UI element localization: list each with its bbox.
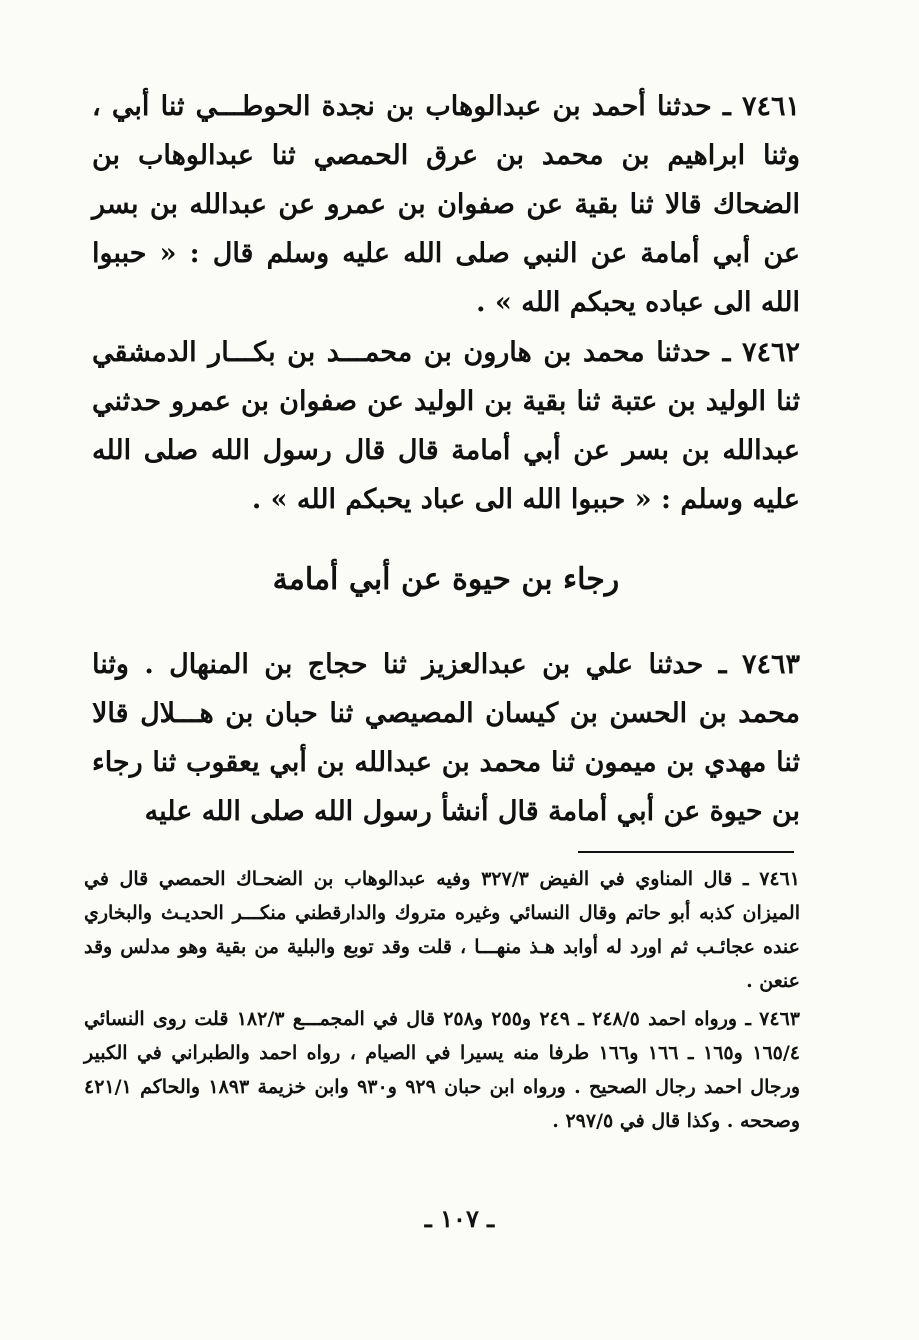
section-heading: رجاء بن حيوة عن أبي أمامة — [272, 562, 620, 597]
footnote-divider — [578, 851, 794, 853]
hadith-7463: ٧٤٦٣ ـ حدثنا علي بن عبدالعزيز ثنا حجاج بن المنهال . وثنا محمد بن الحسن بن كيسان المصيصي ثنا حبان بن هـــلال قالا ثنا مهدي بن ميمون ثنا محمد بن عبدالله بن أبي يعقوب ثنا رجاء بن حيوة عن أبي أمامة قال أنشأ رسول الله صلى الله عليه — [92, 649, 800, 827]
page-number: ـ ١٠٧ ـ — [424, 1204, 495, 1233]
hadith-7461: ٧٤٦١ ـ حدثنا أحمد بن عبدالوهاب بن نجدة الحوطـــي ثنا أبي ، وثنا ابراهيم بن محمد بن عرق الحمصي ثنا عبدالوهاب بن الضحاك قالا ثنا بقية عن صفوان بن عمرو عن عبدالله بن بسر عن أبي أمامة عن النبي صلى الله عليه وسلم قال : « حببوا الله الى عباده يحبكم الله » . — [92, 91, 800, 318]
footnote-7461: ٧٤٦١ ـ قال المناوي في الفيض ٣٢٧/٣ وفيه عبدالوهاب بن الضحـاك الحمصي قال في الميزان كذبه أبو حاتم وقال النسائي وغيره متروك والدارقطني منكـــر الحديـث والبخاري عنده عجائـب ثم اورد له أوابد هـذ منهـــا ، قلت وقد توبع والبلية من بقية وهو مدلس وقد عنعن . — [84, 868, 801, 992]
hadith-7462: ٧٤٦٢ ـ حدثنا محمد بن هارون بن محمـــد بن بكـــار الدمشقي ثنا الوليد بن عتبة ثنا بقية بن الوليد عن صفوان بن عمرو حدثني عبدالله بن بسر عن أبي أمامة قال قال رسول الله صلى الله عليه وسلم : « حببوا الله الى عباد يحبكم الله » . — [92, 337, 800, 515]
footnote-7463: ٧٤٦٣ ـ ورواه احمد ٢٤٨/٥ ـ ٢٤٩ و٢٥٥ و٢٥٨ قال في المجمـــع ١٨٢/٣ قلت روى النسائي ١٦٥/٤ و١٦٥ ـ ١٦٦ و١٦٦ طرفا منه يسيرا في الصيام ، رواه احمد والطبراني في الكبير ورجال احمد رجال الصحيح . ورواه ابن حبان ٩٢٩ و٩٣٠ وابن خزيمة ١٨٩٣ والحاكم ٤٢١/١ وصححه . وكذا قال في ٢٩٧/٥ . — [84, 1008, 801, 1132]
